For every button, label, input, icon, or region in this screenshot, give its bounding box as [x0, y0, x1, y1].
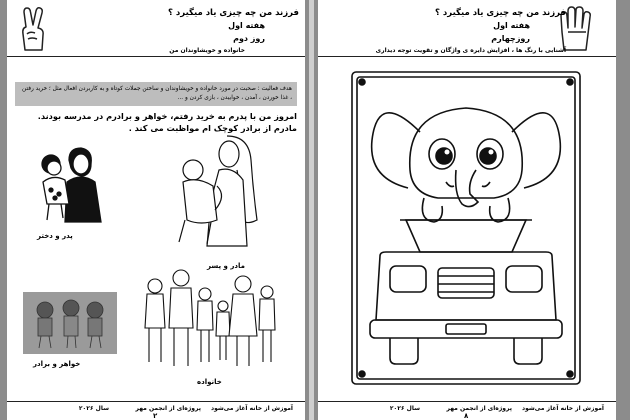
footer-slogan: آموزش از خانه آغاز می‌شود [522, 405, 604, 412]
day-label: روز دوم [233, 34, 265, 43]
father-daughter-illustration [27, 142, 107, 228]
caption-mother-son: مادر و پسر [207, 262, 245, 270]
activity-goal-box: هدف فعالیت : صحبت در مورد خانواده و خویشاوندان و ساختن جملات کوتاه و به کاربردن افعال مثل ؛ خرید رفتن ، غذا خوردن ، آمدن ، خوابیدن ، بازی کردن و ... [15, 82, 297, 106]
elephant-car-coloring-page [350, 70, 582, 386]
page-header [7, 2, 305, 54]
page-left [7, 0, 305, 420]
footer-year: سال ۲۰۲۶ [78, 405, 109, 412]
two-fingers-hand-icon [13, 6, 53, 52]
lesson-subtitle: آشنایی با رنگ ها ، افزایش دایره ی واژگان و تقویت توجه دیداری [375, 47, 566, 54]
page-footer [7, 401, 305, 420]
story-text: امروز من با پدرم به خرید رفتم، خواهر و برادرم در مدرسه بودند. مادرم از برادر کوچک ام مواظبت می کند . [37, 111, 297, 133]
page-title: فرزند من چه چیزی یاد میگیرد ؟ [168, 8, 299, 18]
book-gutter [305, 0, 318, 420]
page-number: ۲ [153, 412, 158, 420]
caption-family: خانواده [197, 378, 222, 386]
footer-slogan: آموزش از خانه آغاز می‌شود [211, 405, 293, 412]
mother-son-illustration [167, 130, 267, 250]
page-right [318, 0, 616, 420]
footer-project: پروژه‌ای از انجمن مهر [135, 405, 201, 412]
week-label: هفته اول [493, 21, 530, 30]
family-illustration [141, 266, 281, 370]
page-header [318, 2, 616, 54]
header-rule [7, 56, 305, 57]
caption-father-daughter: پدر و دختر [37, 232, 73, 240]
lesson-subtitle: خانواده و خویشاوندان من [169, 47, 245, 54]
sister-brother-photo [23, 292, 117, 354]
week-label: هفته اول [228, 21, 265, 30]
page-footer [318, 401, 616, 420]
footer-project: پروژه‌ای از انجمن مهر [446, 405, 512, 412]
page-number: ۸ [464, 412, 469, 420]
day-label: روزچهارم [491, 34, 530, 43]
page-title: فرزند من چه چیزی یاد میگیرد ؟ [435, 8, 566, 18]
header-rule [318, 56, 616, 57]
footer-year: سال ۲۰۲۶ [389, 405, 420, 412]
caption-sister-brother: خواهر و برادر [33, 360, 81, 368]
